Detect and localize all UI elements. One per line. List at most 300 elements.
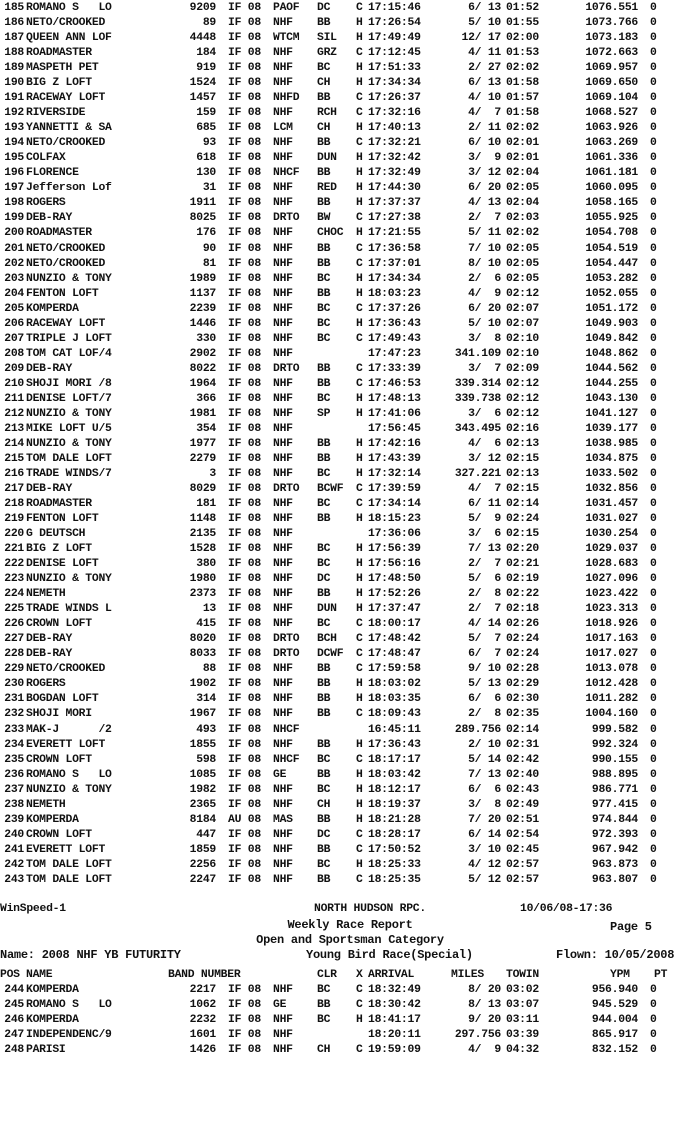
cell-name: Jefferson Lof — [26, 182, 112, 195]
cell-pos: 230 — [4, 678, 24, 691]
cell-color: BB — [317, 843, 331, 856]
table-row — [0, 497, 700, 512]
cell-year: IF 08 — [228, 137, 261, 150]
cell-color: BC — [317, 332, 331, 345]
cell-arrival: 17:36:43 — [368, 317, 421, 330]
table-row — [0, 998, 700, 1013]
col-header-x: X — [356, 969, 363, 981]
cell-club: MAS — [273, 813, 293, 826]
cell-pos: 205 — [4, 302, 24, 315]
cell-color: BB — [317, 873, 331, 886]
cell-pt: 0 — [650, 317, 657, 330]
cell-miles: 12/ 17 — [461, 32, 501, 45]
table-row — [0, 166, 700, 181]
cell-ypm: 972.393 — [591, 828, 638, 841]
cell-ypm: 944.004 — [591, 1014, 638, 1027]
cell-pt: 0 — [650, 77, 657, 90]
cell-ypm: 1011.282 — [585, 693, 638, 706]
cell-pos: 229 — [4, 663, 24, 676]
cell-ypm: 1069.650 — [585, 77, 638, 90]
cell-year: IF 08 — [228, 633, 261, 646]
cell-miles: 3/ 8 — [468, 332, 501, 345]
cell-band: 9209 — [189, 2, 216, 14]
cell-arrival: 18:41:17 — [368, 1014, 421, 1027]
cell-name: NETO/CROOKED — [26, 242, 106, 255]
cell-x: H — [356, 543, 363, 556]
cell-pt: 0 — [650, 588, 657, 601]
race-type: Young Bird Race(Special) — [306, 948, 473, 962]
cell-pt: 0 — [650, 498, 657, 511]
print-timestamp: 10/06/08-17:36 — [520, 903, 613, 915]
cell-miles: 6/ 10 — [468, 137, 501, 150]
cell-color: DCWF — [317, 648, 344, 661]
cell-year: IF 08 — [228, 107, 261, 120]
cell-x: H — [356, 813, 363, 826]
cell-miles: 3/ 12 — [468, 167, 501, 180]
cell-pos: 200 — [4, 227, 24, 240]
cell-ypm: 1068.527 — [585, 107, 638, 120]
cell-club: NHCF — [273, 753, 300, 766]
cell-name: TOM DALE LOFT — [26, 452, 112, 465]
cell-year: IF 08 — [228, 407, 261, 420]
cell-arrival: 17:48:42 — [368, 633, 421, 646]
table-row — [0, 753, 700, 768]
cell-color: DC — [317, 2, 331, 14]
cell-ypm: 1017.027 — [585, 648, 638, 661]
cell-year: IF 08 — [228, 663, 261, 676]
cell-club: NHF — [273, 513, 293, 526]
report-title: Weekly Race Report — [287, 918, 413, 932]
cell-name: NUNZIO & TONY — [26, 573, 112, 586]
cell-arrival: 18:30:42 — [368, 999, 421, 1012]
cell-towin: 02:05 — [506, 257, 539, 270]
table-row — [0, 768, 700, 783]
cell-club: NHF — [273, 452, 293, 465]
cell-towin: 02:05 — [506, 242, 539, 255]
cell-miles: 9/ 20 — [468, 1014, 501, 1027]
cell-ypm: 992.324 — [591, 738, 638, 751]
cell-x: H — [356, 858, 363, 871]
cell-name: NUNZIO & TONY — [26, 407, 112, 420]
cell-year: IF 08 — [228, 984, 261, 996]
cell-color: BB — [317, 92, 331, 105]
cell-club: NHF — [273, 528, 293, 541]
cell-name: ROMANO S LO — [26, 768, 112, 781]
cell-name: RIVERSIDE — [26, 107, 86, 120]
cell-name: EVERETT LOFT — [26, 738, 106, 751]
cell-pt: 0 — [650, 753, 657, 766]
cell-x: H — [356, 768, 363, 781]
cell-ypm: 963.807 — [591, 873, 638, 886]
cell-miles: 3/ 10 — [468, 843, 501, 856]
cell-pt: 0 — [650, 783, 657, 796]
col-header-name: NAME — [26, 969, 53, 981]
cell-pos: 245 — [4, 999, 24, 1012]
cell-ypm: 1063.269 — [585, 137, 638, 150]
table-row — [0, 572, 700, 587]
cell-miles: 2/ 7 — [468, 603, 501, 616]
cell-arrival: 18:03:35 — [368, 693, 421, 706]
cell-club: NHF — [273, 783, 293, 796]
cell-miles: 5/ 7 — [468, 633, 501, 646]
cell-x: C — [356, 618, 363, 631]
cell-pos: 188 — [4, 47, 24, 60]
cell-pos: 190 — [4, 77, 24, 90]
cell-color: BC — [317, 498, 331, 511]
cell-miles: 3/ 12 — [468, 452, 501, 465]
cell-towin: 01:58 — [506, 107, 539, 120]
cell-year: IF 08 — [228, 678, 261, 691]
cell-miles: 289.756 — [454, 723, 501, 736]
cell-color: BB — [317, 813, 331, 826]
cell-club: NHF — [273, 573, 293, 586]
cell-band: 1967 — [189, 708, 216, 721]
table-row — [0, 843, 700, 858]
cell-name: NETO/CROOKED — [26, 257, 106, 270]
cell-year: IF 08 — [228, 47, 261, 60]
cell-miles: 3/ 6 — [468, 407, 501, 420]
cell-arrival: 17:26:37 — [368, 92, 421, 105]
cell-x: C — [356, 362, 363, 375]
cell-name: COLFAX — [26, 152, 66, 165]
cell-miles: 2/ 27 — [468, 62, 501, 75]
cell-pt: 0 — [650, 347, 657, 360]
cell-x: C — [356, 828, 363, 841]
cell-towin: 02:14 — [506, 723, 539, 736]
cell-color: BB — [317, 999, 331, 1012]
cell-pt: 0 — [650, 558, 657, 571]
cell-x: C — [356, 212, 363, 225]
cell-band: 314 — [196, 693, 216, 706]
cell-name: DENISE LOFT — [26, 558, 99, 571]
cell-towin: 02:24 — [506, 633, 539, 646]
cell-arrival: 17:32:42 — [368, 152, 421, 165]
cell-ypm: 986.771 — [591, 783, 638, 796]
table-row — [0, 723, 700, 738]
cell-year: IF 08 — [228, 182, 261, 195]
cell-arrival: 17:36:43 — [368, 738, 421, 751]
cell-color: BB — [317, 197, 331, 210]
cell-year: IF 08 — [228, 768, 261, 781]
cell-club: DRTO — [273, 633, 300, 646]
cell-x: C — [356, 498, 363, 511]
cell-towin: 02:07 — [506, 302, 539, 315]
cell-pt: 0 — [650, 437, 657, 450]
cell-color: BB — [317, 768, 331, 781]
cell-miles: 4/ 7 — [468, 107, 501, 120]
cell-name: BIG Z LOFT — [26, 77, 92, 90]
cell-pt: 0 — [650, 302, 657, 315]
cell-ypm: 1043.130 — [585, 392, 638, 405]
cell-towin: 01:53 — [506, 47, 539, 60]
col-header-pos: POS — [0, 969, 20, 981]
cell-name: CROWN LOFT — [26, 618, 92, 631]
cell-miles: 339.738 — [454, 392, 501, 405]
cell-club: NHF — [273, 798, 293, 811]
cell-color: BB — [317, 362, 331, 375]
table-row — [0, 1013, 700, 1028]
cell-band: 366 — [196, 392, 216, 405]
cell-x: C — [356, 377, 363, 390]
cell-ypm: 999.582 — [591, 723, 638, 736]
table-row — [0, 136, 700, 151]
cell-color: BB — [317, 377, 331, 390]
cell-ypm: 1044.255 — [585, 377, 638, 390]
cell-name: KOMPERDA — [26, 984, 79, 996]
table-row — [0, 707, 700, 722]
cell-arrival: 17:59:58 — [368, 663, 421, 676]
cell-band: 1426 — [189, 1044, 216, 1057]
cell-year: IF 08 — [228, 1014, 261, 1027]
cell-ypm: 1032.856 — [585, 483, 638, 495]
cell-year: IF 08 — [228, 437, 261, 450]
cell-pt: 0 — [650, 287, 657, 300]
table-row — [0, 392, 700, 407]
cell-club: NHF — [273, 498, 293, 511]
cell-x: H — [356, 182, 363, 195]
cell-band: 1989 — [189, 272, 216, 285]
table-row — [0, 512, 700, 527]
cell-arrival: 17:49:43 — [368, 332, 421, 345]
cell-color: BC — [317, 618, 331, 631]
cell-towin: 02:54 — [506, 828, 539, 841]
cell-band: 3 — [209, 467, 216, 480]
table-row — [0, 196, 700, 211]
cell-band: 2256 — [189, 858, 216, 871]
cell-club: NHF — [273, 197, 293, 210]
table-row — [0, 692, 700, 707]
cell-band: 181 — [196, 498, 216, 511]
cell-ypm: 988.895 — [591, 768, 638, 781]
cell-pos: 216 — [4, 467, 24, 480]
cell-towin: 02:42 — [506, 753, 539, 766]
cell-club: NHF — [273, 182, 293, 195]
cell-x: C — [356, 107, 363, 120]
cell-name: NUNZIO & TONY — [26, 272, 112, 285]
table-row — [0, 542, 700, 557]
cell-towin: 02:29 — [506, 678, 539, 691]
cell-ypm: 1044.562 — [585, 362, 638, 375]
cell-ypm: 945.529 — [591, 999, 638, 1012]
cell-x: C — [356, 483, 363, 495]
cell-band: 13 — [202, 603, 216, 616]
cell-year: IF 08 — [228, 242, 261, 255]
cell-x: H — [356, 227, 363, 240]
cell-arrival: 17:41:06 — [368, 407, 421, 420]
cell-towin: 02:02 — [506, 62, 539, 75]
cell-towin: 02:30 — [506, 693, 539, 706]
cell-club: NHF — [273, 347, 293, 360]
cell-club: NHF — [273, 738, 293, 751]
cell-pos: 248 — [4, 1044, 24, 1057]
cell-pos: 242 — [4, 858, 24, 871]
cell-ypm: 1023.422 — [585, 588, 638, 601]
cell-miles: 7/ 20 — [468, 813, 501, 826]
cell-arrival: 17:27:38 — [368, 212, 421, 225]
cell-arrival: 18:12:17 — [368, 783, 421, 796]
cell-ypm: 1004.160 — [585, 708, 638, 721]
cell-miles: 343.495 — [454, 422, 501, 435]
cell-band: 8184 — [189, 813, 216, 826]
cell-pt: 0 — [650, 648, 657, 661]
cell-year: IF 08 — [228, 498, 261, 511]
cell-towin: 03:39 — [506, 1029, 539, 1042]
cell-pos: 204 — [4, 287, 24, 300]
cell-color: BB — [317, 513, 331, 526]
cell-towin: 03:11 — [506, 1014, 539, 1027]
cell-band: 1601 — [189, 1029, 216, 1042]
cell-club: NHF — [273, 422, 293, 435]
cell-pos: 192 — [4, 107, 24, 120]
cell-arrival: 17:37:26 — [368, 302, 421, 315]
cell-club: NHF — [273, 152, 293, 165]
cell-x: C — [356, 984, 363, 996]
cell-towin: 02:02 — [506, 227, 539, 240]
cell-year: IF 08 — [228, 873, 261, 886]
cell-club: NHF — [273, 437, 293, 450]
cell-color: BB — [317, 242, 331, 255]
cell-pt: 0 — [650, 467, 657, 480]
cell-band: 8022 — [189, 362, 216, 375]
cell-club: NHF — [273, 227, 293, 240]
cell-towin: 02:09 — [506, 362, 539, 375]
cell-pt: 0 — [650, 768, 657, 781]
cell-band: 1085 — [189, 768, 216, 781]
cell-name: MAK-J /2 — [26, 723, 112, 736]
cell-x: C — [356, 648, 363, 661]
cell-color: CH — [317, 122, 331, 135]
cell-color: BC — [317, 753, 331, 766]
cell-color: DUN — [317, 152, 337, 165]
cell-pt: 0 — [650, 873, 657, 886]
cell-towin: 02:04 — [506, 197, 539, 210]
cell-towin: 02:13 — [506, 437, 539, 450]
cell-band: 1528 — [189, 543, 216, 556]
cell-name: ROGERS — [26, 197, 66, 210]
cell-band: 1148 — [189, 513, 216, 526]
table-row — [0, 482, 700, 497]
cell-color: SIL — [317, 32, 337, 45]
cell-color: DUN — [317, 603, 337, 616]
cell-miles: 5/ 10 — [468, 17, 501, 30]
cell-year: IF 08 — [228, 122, 261, 135]
cell-pt: 0 — [650, 528, 657, 541]
cell-band: 88 — [202, 663, 216, 676]
cell-pt: 0 — [650, 984, 657, 996]
cell-x: H — [356, 513, 363, 526]
table-row — [0, 151, 700, 166]
cell-arrival: 17:15:46 — [368, 2, 421, 14]
cell-arrival: 16:45:11 — [368, 723, 421, 736]
cell-towin: 02:49 — [506, 798, 539, 811]
cell-name: KOMPERDA — [26, 813, 79, 826]
cell-club: NHF — [273, 873, 293, 886]
cell-name: ROADMASTER — [26, 498, 92, 511]
cell-year: IF 08 — [228, 603, 261, 616]
cell-ypm: 1069.104 — [585, 92, 638, 105]
cell-arrival: 17:36:58 — [368, 242, 421, 255]
cell-club: DRTO — [273, 212, 300, 225]
cell-name: NUNZIO & TONY — [26, 437, 112, 450]
cell-miles: 5/ 9 — [468, 513, 501, 526]
cell-miles: 6/ 6 — [468, 783, 501, 796]
cell-x: C — [356, 47, 363, 60]
cell-name: PARISI — [26, 1044, 66, 1057]
cell-pt: 0 — [650, 32, 657, 45]
cell-year: IF 08 — [228, 77, 261, 90]
cell-arrival: 17:32:16 — [368, 107, 421, 120]
cell-ypm: 1012.428 — [585, 678, 638, 691]
cell-band: 2135 — [189, 528, 216, 541]
cell-x: C — [356, 873, 363, 886]
cell-club: GE — [273, 768, 287, 781]
col-header-miles: MILES — [451, 969, 484, 981]
cell-towin: 02:45 — [506, 843, 539, 856]
cell-pos: 239 — [4, 813, 24, 826]
cell-band: 1062 — [189, 999, 216, 1012]
cell-pt: 0 — [650, 543, 657, 556]
cell-pos: 237 — [4, 783, 24, 796]
cell-pt: 0 — [650, 828, 657, 841]
cell-pt: 0 — [650, 693, 657, 706]
cell-towin: 02:24 — [506, 513, 539, 526]
cell-towin: 02:57 — [506, 858, 539, 871]
cell-band: 1982 — [189, 783, 216, 796]
col-header-towin: TOWIN — [506, 969, 539, 981]
cell-band: 176 — [196, 227, 216, 240]
table-row — [0, 647, 700, 662]
cell-name: TOM DALE LOFT — [26, 858, 112, 871]
cell-name: NEMETH — [26, 588, 66, 601]
cell-name: ROADMASTER — [26, 47, 92, 60]
cell-x: C — [356, 1044, 363, 1057]
cell-name: BIG Z LOFT — [26, 543, 92, 556]
cell-pt: 0 — [650, 227, 657, 240]
cell-year: IF 08 — [228, 618, 261, 631]
cell-x: C — [356, 753, 363, 766]
cell-arrival: 17:34:34 — [368, 77, 421, 90]
cell-towin: 01:52 — [506, 2, 539, 14]
cell-ypm: 1051.172 — [585, 302, 638, 315]
cell-pos: 209 — [4, 362, 24, 375]
cell-miles: 5/ 11 — [468, 227, 501, 240]
cell-color: CH — [317, 77, 331, 90]
cell-band: 380 — [196, 558, 216, 571]
table-row — [0, 347, 700, 362]
cell-name: EVERETT LOFT — [26, 843, 106, 856]
cell-miles: 8/ 13 — [468, 999, 501, 1012]
cell-club: NHF — [273, 1044, 293, 1057]
cell-towin: 02:51 — [506, 813, 539, 826]
cell-towin: 03:02 — [506, 984, 539, 996]
cell-towin: 02:35 — [506, 708, 539, 721]
cell-x: C — [356, 708, 363, 721]
cell-color: SP — [317, 407, 331, 420]
cell-x: H — [356, 77, 363, 90]
cell-x: C — [356, 257, 363, 270]
cell-ypm: 1055.925 — [585, 212, 638, 225]
cell-pos: 214 — [4, 437, 24, 450]
cell-miles: 327.221 — [454, 467, 501, 480]
cell-club: NHF — [273, 407, 293, 420]
cell-color: BB — [317, 663, 331, 676]
cell-arrival: 17:36:06 — [368, 528, 421, 541]
cell-x: H — [356, 573, 363, 586]
cell-name: DEB-RAY — [26, 362, 73, 375]
cell-arrival: 17:52:26 — [368, 588, 421, 601]
cell-towin: 02:12 — [506, 377, 539, 390]
cell-club: NHFD — [273, 92, 300, 105]
